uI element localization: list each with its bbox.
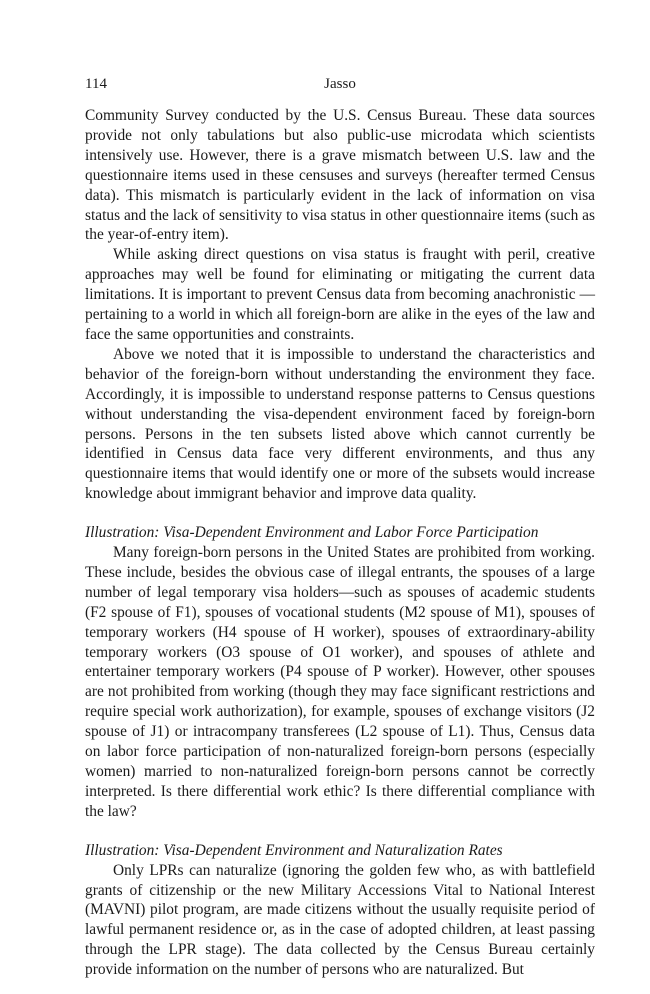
- running-header: [85, 74, 595, 96]
- document-page: [85, 74, 595, 980]
- section-heading-labor-force: Illustration: Visa-Dependent Environment and Labor Force Participation: [85, 524, 539, 542]
- paragraph-labor-force: Many foreign-born persons in the United States are prohibited from working. These include, besides the obvious case of illegal entrants, the spouses of a large number of legal temporary visa holders—such as spouses of academic students (F2 spouse of F1), spouses of vocational students (M2 spouse of M1), spouses of temporary workers (H4 spouse of H worker), spouses of extraordinary-ability temporary workers (O3 spouse of O1 worker), and spouses of athlete and entertainer temporary workers (P4 spouse of P worker). However, other spouses are not prohibited from working (though they may face significant restrictions and require special work authorization), for example, spouses of exchange visitors (J2 spouse of J1) or intracompany transferees (L2 spouse of L1). Thus, Census data on labor force participation of non-naturalized foreign-born persons (especially women) married to non-naturalized foreign-born persons cannot be correctly interpreted. Is there differential work ethic? Is there differential compliance with the law?: [85, 544, 595, 820]
- paragraph-environment: Above we noted that it is impossible to understand the characteristics and behavior of the foreign-born without understanding the environment they face. Accordingly, it is impossible to understand response patterns to Census questions without understanding the visa-dependent environment faced by foreign-born persons. Persons in the ten subsets listed above which cannot currently be identified in Census data face very different environments, and thus any questionnaire items that would identify one or more of the subsets would increase knowledge about immigrant behavior and improve data quality.: [85, 345, 595, 503]
- body-text: [85, 106, 595, 980]
- running-title: Jasso: [324, 76, 356, 92]
- paragraph-continuation: Community Survey conducted by the U.S. Census Bureau. These data sources provide not only tabulations but also public-use microdata which scientists intensively use. However, there is a grave mismatch between U.S. law and the questionnaire items used in these censuses and surveys (hereafter termed Census data). This mismatch is particularly evident in the lack of information on visa status and the lack of sensitivity to visa status in other questionnaire items (such as the year-of-entry item).: [85, 107, 595, 244]
- paragraph-naturalization: Only LPRs can naturalize (ignoring the golden few who, as with battlefield grants of citizenship or the new Military Accessions Vital to National Interest (MAVNI) pilot program, are made citizens without the usually requisite period of lawful permanent residence or, as in the case of adopted children, at least passing through the LPR stage). The data collected by the Census Bureau certainly provide information on the number of persons who are naturalized. But: [85, 861, 595, 979]
- page-number: 114: [85, 76, 107, 92]
- paragraph-census-data: While asking direct questions on visa status is fraught with peril, creative approaches may well be found for eliminating or mitigating the current data limitations. It is important to prevent Census data from becoming anachronistic —pertaining to a world in which all foreign-born are alike in the eyes of the law and face the same opportunities and constraints.: [85, 246, 595, 343]
- section-heading-naturalization: Illustration: Visa-Dependent Environment and Naturalization Rates: [85, 841, 503, 859]
